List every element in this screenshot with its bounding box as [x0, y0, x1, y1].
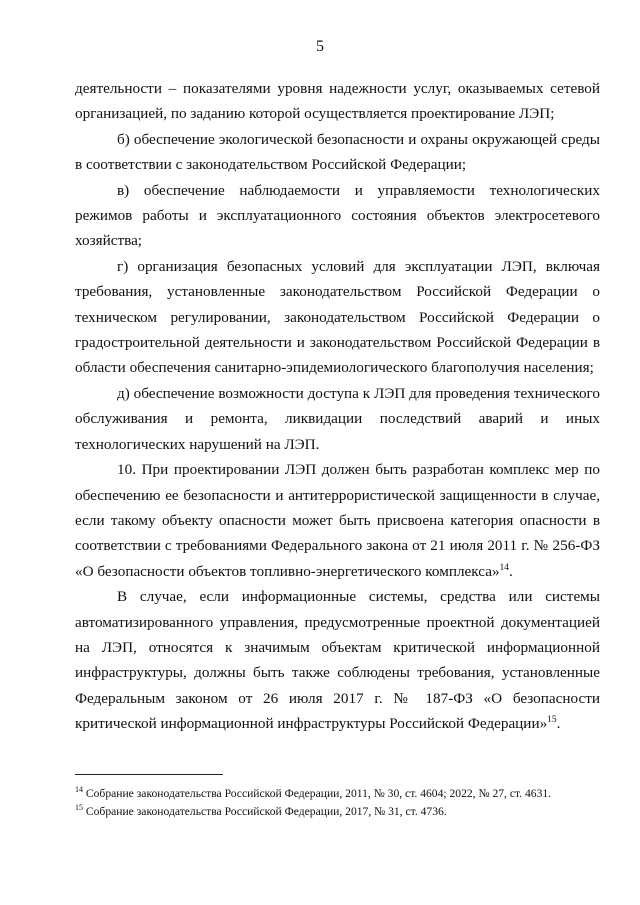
paragraph-continuation	[75, 76, 600, 127]
footnote-number: 14	[75, 785, 83, 795]
footnotes	[75, 785, 605, 821]
footnote-separator	[75, 774, 223, 775]
footnote-text: Собрание законодательства Российской Федерации, 2017, № 31, ст. 4736.	[83, 805, 447, 818]
paragraph-text: д) обеспечение возможности доступа к ЛЭП для проведения технического обслуживания и ремонта, ликвидации последствий аварий и иных технологических нарушений на ЛЭП.	[75, 384, 600, 453]
document-body	[75, 76, 600, 737]
paragraph-end-punctuation: .	[556, 715, 561, 733]
paragraph-item-g	[75, 254, 600, 381]
paragraph-end-punctuation: .	[509, 562, 513, 580]
footnote-number: 15	[75, 803, 83, 813]
paragraph-text: 10. При проектировании ЛЭП должен быть разработан комплекс мер по обеспечению ее безопасности и антитеррористической защищенности в случае, если такому объекту опасности может быть присвоена категория опасности в соответствии с требованиями Федерального закона от 21 июля 2011 г. № 256-ФЗ «О безопасности объектов топливно-энергетического комплекса»	[75, 461, 600, 580]
paragraph-clause-10	[75, 457, 600, 584]
paragraph-text: В случае, если информационные системы, средства или системы автоматизированного управления, предусмотренные проектной документацией на ЛЭП, относятся к значимым объектам критической информационной инфраструктуры, должны быть также соблюдены требования, установленные Федеральным законом от 26 июля 2017 г. № 187-ФЗ «О безопасности критической информационной инфраструктуры Российской Федерации»	[75, 588, 600, 733]
footnote-text: Собрание законодательства Российской Федерации, 2011, № 30, ст. 4604; 2022, № 27, ст. 4631.	[83, 787, 552, 800]
paragraph-text: в) обеспечение наблюдаемости и управляемости технологических режимов работы и эксплуатационного состояния объектов электросетевого хозяйства;	[75, 181, 600, 250]
paragraph-text: деятельности – показателями уровня надежности услуг, оказываемых сетевой организацией, по заданию которой осуществляется проектирование ЛЭП;	[75, 80, 600, 123]
paragraph-item-b	[75, 127, 600, 178]
paragraph-text: б) обеспечение экологической безопасности и охраны окружающей среды в соответствии с законодательством Российской Федерации;	[75, 130, 600, 174]
footnote-ref-14[interactable]: 14	[499, 562, 510, 573]
paragraph-text: г) организация безопасных условий для эксплуатации ЛЭП, включая требования, установленные законодательством Российской Федерации о техническом регулировании, законодательством Российской Федерации о градостроительной деятельности и законодательством Российской Федерации в области обеспечения санитарно-эпидемиологического благополучия населения;	[75, 257, 600, 377]
footnote-ref-15[interactable]: 15	[547, 715, 557, 726]
paragraph-critical-infrastructure	[75, 584, 600, 736]
paragraph-item-d	[75, 381, 600, 457]
page-number: 5	[316, 38, 324, 55]
footnote-15	[75, 803, 605, 821]
paragraph-item-v	[75, 178, 600, 254]
footnote-14	[75, 785, 605, 803]
